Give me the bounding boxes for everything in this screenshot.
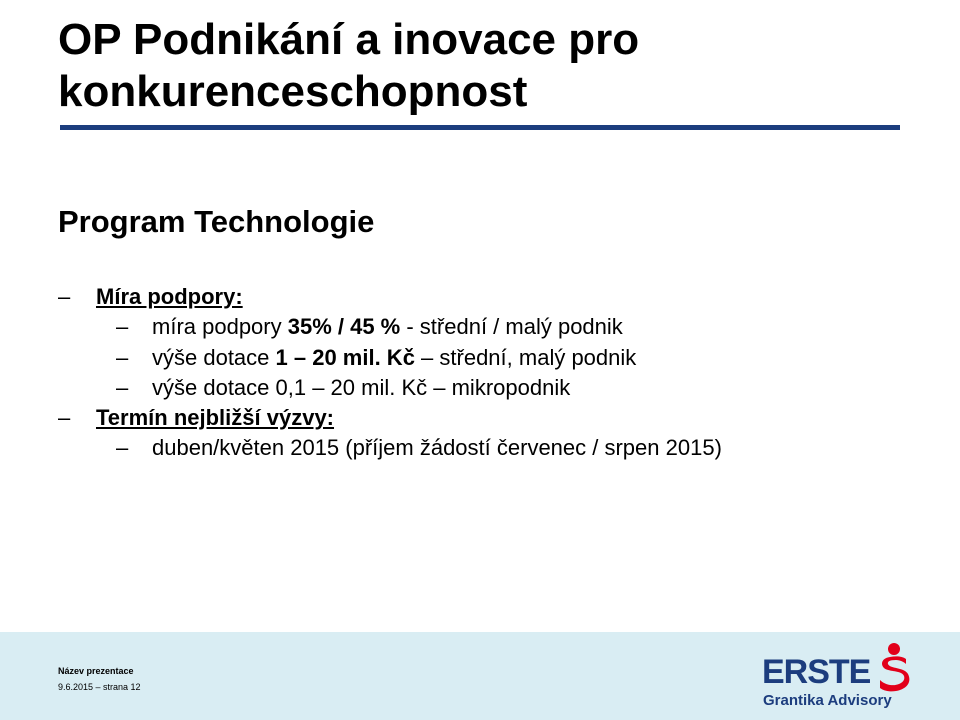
bullet-dash: – (116, 344, 129, 370)
mira-2-pre: výše dotace (152, 344, 276, 370)
bullet-dash: – (116, 374, 129, 400)
bullet-mira-heading (58, 282, 938, 312)
bullet-dash: – (58, 284, 71, 309)
bullet-dash: – (116, 435, 129, 461)
termin-1-text: duben/květen 2015 (příjem žádostí červenec / srpen 2015) (152, 435, 722, 461)
slide-subtitle: Program Technologie (58, 204, 375, 239)
bullet-dash: – (116, 314, 129, 340)
sub-bullet-termin-1 (58, 433, 938, 463)
logo-subtitle: Grantika Advisory (763, 692, 892, 709)
logo-wordmark: ERSTE (762, 653, 871, 691)
mira-2-post: – střední, malý podnik (414, 344, 637, 370)
title-underline (60, 125, 900, 130)
mira-1-post: - střední / malý podnik (400, 314, 623, 340)
mira-heading-text: Míra podpory: (96, 284, 243, 309)
sub-bullet-mira-2 (58, 343, 938, 373)
termin-heading-text: Termín nejbližší výzvy: (96, 405, 335, 431)
sub-bullet-mira-3 (58, 373, 938, 403)
erste-s-symbol-icon (876, 642, 912, 699)
date-page-number: 9.6.2015 – strana 12 (58, 682, 141, 692)
mira-1-bold: 35% / 45 % (287, 314, 401, 340)
mira-3-text: výše dotace 0,1 – 20 mil. Kč – mikropodnik (152, 374, 571, 400)
erste-logo (762, 642, 922, 714)
slide-footer (0, 632, 960, 720)
presentation-name: Název prezentace (58, 666, 134, 676)
sub-bullet-mira-1 (58, 312, 938, 342)
mira-2-bold: 1 – 20 mil. Kč (275, 344, 415, 370)
mira-1-pre: míra podpory (152, 314, 288, 340)
bullet-list (58, 282, 938, 464)
bullet-termin-heading (58, 403, 938, 433)
bullet-dash: – (58, 405, 71, 431)
slide-title: OP Podnikání a inovace pro konkurenceschopnost (58, 15, 640, 116)
